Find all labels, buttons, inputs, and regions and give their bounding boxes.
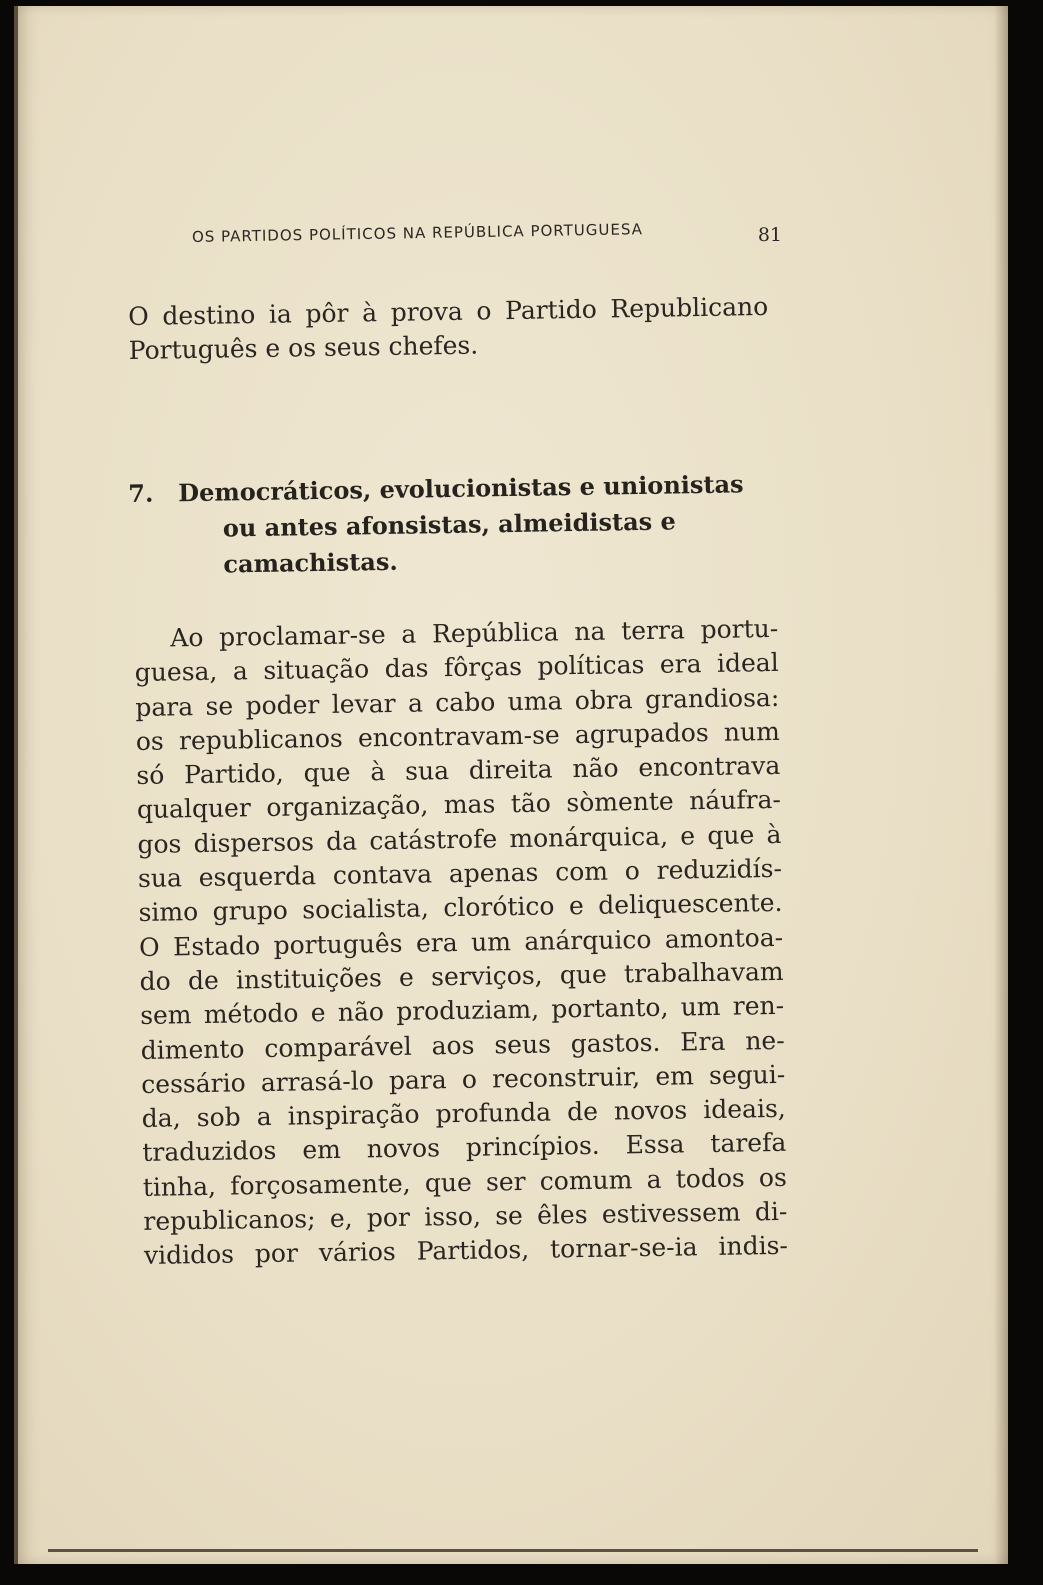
text-line: O Estado português era um anárquico amontoa- <box>138 922 784 962</box>
body-paragraph <box>134 612 788 1274</box>
text-line: republicanos; e, por isso, se êles estivessem di- <box>143 1196 788 1236</box>
intro-paragraph <box>128 290 769 369</box>
section-title-line: camachistas. <box>223 546 398 579</box>
text-line: Ao proclamar-se a República na terra portu- <box>170 613 779 653</box>
text-line: O destino ia pôr à prova o Partido Republicano <box>128 291 769 331</box>
section-title-line: Democráticos, evolucionistas e unionistas <box>178 469 744 508</box>
text-line: qualquer organização, mas tão sòmente náufra- <box>136 785 782 825</box>
page-bottom-edge <box>48 1549 978 1552</box>
text-line: cessário arrasá-lo para o reconstruir, em segui- <box>141 1059 786 1099</box>
text-line: do de instituições e serviços, que trabalhavam <box>139 956 784 996</box>
page-number: 81 <box>757 224 782 246</box>
text-line: simo grupo socialista, clorótico e deliquescente. <box>138 888 783 928</box>
text-line: guesa, a situação das fôrças políticas era ideal <box>134 648 779 688</box>
text-line: Português e os seus chefes. <box>128 330 479 366</box>
text-line: da, sob a inspiração profunda de novos ideais, <box>141 1093 786 1134</box>
text-line: gos dispersos da catástrofe monárquica, e que à <box>137 819 782 859</box>
text-line: os republicanos encontravam-se agrupados num <box>135 716 781 756</box>
text-line: vididos por vários Partidos, tornar-se-ia indis- <box>143 1231 789 1271</box>
text-line: sem método e não produziam, portanto, um ren- <box>139 991 785 1031</box>
running-header-title: OS PARTIDOS POLÍTICOS NA REPÚBLICA PORTUGUESA <box>191 220 644 246</box>
text-line: tinha, forçosamente, que ser comum a todos os <box>142 1162 788 1202</box>
text-line: traduzidos em novos princípios. Essa tarefa <box>142 1128 787 1168</box>
page-edge-shadow <box>994 6 1008 1564</box>
text-line: para se poder levar a cabo uma obra grandiosa: <box>135 682 780 722</box>
section-title-line: ou antes afonsistas, almeidistas e <box>222 506 677 543</box>
text-line: sua esquerda contava apenas com o reduzidís- <box>137 853 783 894</box>
text-line: dimento comparável aos seus gastos. Era ne- <box>140 1025 785 1065</box>
text-line: só Partido, que à sua direita não encontrava <box>136 751 781 791</box>
section-heading <box>128 466 760 584</box>
section-number: 7. <box>128 478 154 508</box>
